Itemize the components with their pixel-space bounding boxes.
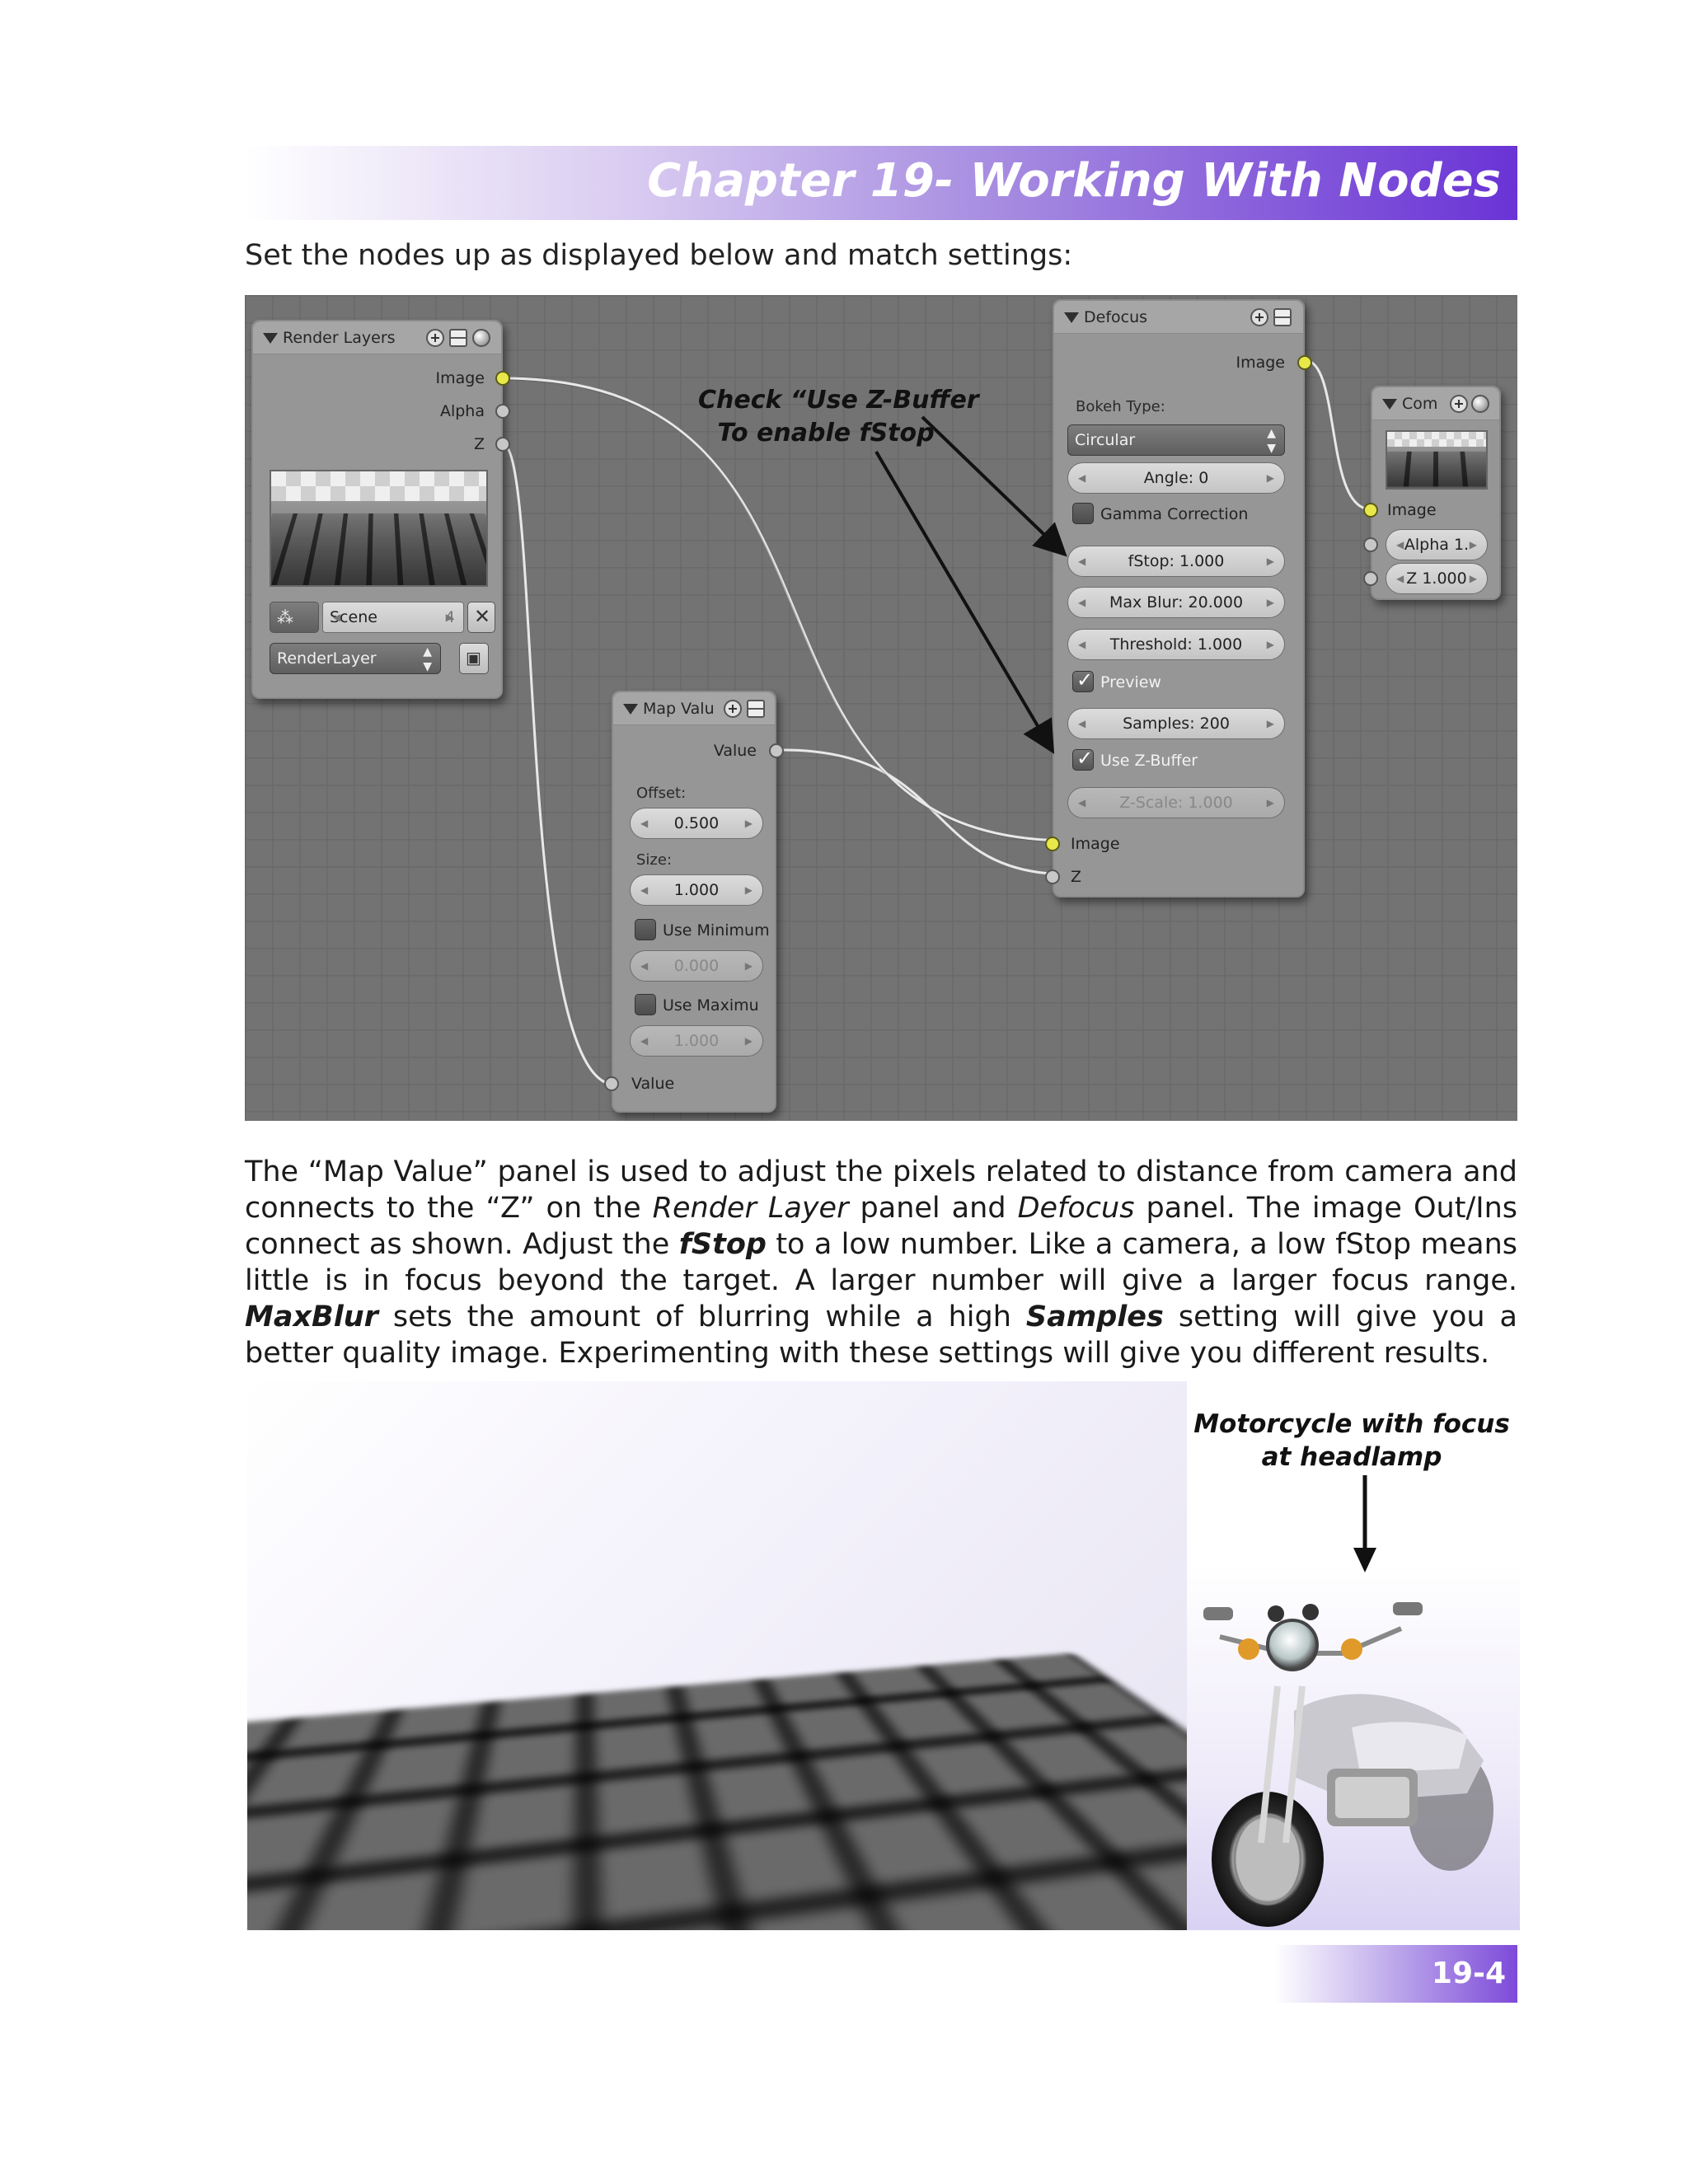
checkbox-box[interactable] — [635, 994, 656, 1015]
wire-value-to-z — [783, 750, 1069, 874]
camera-icon: ▣ — [466, 648, 481, 668]
chapter-header-bar — [245, 146, 1517, 220]
checkbox-box[interactable] — [1072, 503, 1094, 524]
node-editor-screenshot — [245, 295, 1517, 1121]
samples-field[interactable]: ◀ Samples: 200 ▶ — [1067, 708, 1285, 739]
defocus-header[interactable] — [1054, 301, 1303, 334]
bokeh-type-label: Bokeh Type: — [1076, 398, 1165, 415]
annotation-line-1: Check “Use Z-Buffer — [698, 386, 979, 415]
motorcycle-annotation — [1187, 1408, 1517, 1474]
use-z-buffer-label: Use Z-Buffer — [1100, 752, 1198, 770]
page-number: 19-4 — [1431, 1957, 1506, 1990]
layout-icon[interactable] — [1273, 308, 1292, 326]
input-socket-image[interactable] — [1363, 503, 1378, 518]
defocus-render-image — [247, 1381, 1187, 1930]
annotation-line-2: To enable fStop — [717, 419, 935, 448]
output-socket-value[interactable] — [769, 743, 784, 758]
input-label-image: Image — [1071, 835, 1120, 853]
input-socket-image[interactable] — [1045, 837, 1060, 851]
plus-icon[interactable] — [1450, 395, 1468, 413]
chapter-title: Chapter 19- Working With Nodes — [647, 154, 1501, 208]
angle-field[interactable]: ◀ Angle: 0 ▶ — [1067, 462, 1285, 494]
collapse-triangle-icon[interactable] — [1064, 312, 1079, 323]
render-layers-header[interactable] — [253, 321, 501, 354]
moto-annotation-line-2: at headlamp — [1261, 1442, 1442, 1472]
p1-maxblur: MaxBlur — [245, 1301, 378, 1333]
scene-name-field[interactable] — [322, 602, 464, 633]
p1-samples: Samples — [1025, 1301, 1164, 1333]
z-field[interactable]: ◀ Z 1.000 ▶ — [1386, 563, 1488, 594]
output-label-image: Image — [435, 369, 485, 387]
max-blur-field[interactable]: ◀ Max Blur: 20.000 ▶ — [1067, 587, 1285, 618]
motorcycle-arrow — [1348, 1475, 1381, 1574]
composite-node[interactable] — [1371, 386, 1501, 600]
wire-defocus-to-composite — [1305, 360, 1371, 509]
input-label-z: Z — [1071, 868, 1082, 886]
plus-icon[interactable] — [724, 700, 742, 718]
input-label-value: Value — [631, 1075, 675, 1093]
render-button[interactable] — [459, 643, 489, 674]
output-label-z: Z — [473, 435, 485, 453]
output-socket-z[interactable] — [495, 437, 510, 452]
use-minimum-label: Use Minimum — [663, 921, 770, 940]
size-field[interactable]: ◀ 1.000 ▶ — [630, 874, 763, 906]
unlink-scene-button[interactable] — [467, 602, 495, 633]
motorcycle-illustration — [1187, 1563, 1520, 1930]
p1-render-layer: Render Layer — [652, 1192, 849, 1225]
p1-part-c: panel. The image Out/Ins connect as shown. Adjust the — [245, 1192, 1517, 1261]
use-maximum-label: Use Maximu — [663, 996, 759, 1015]
gamma-correction-label: Gamma Correction — [1100, 505, 1249, 523]
p1-defocus: Defocus — [1017, 1192, 1135, 1225]
wire-z-to-mapvalue — [503, 444, 615, 1085]
output-label-alpha: Alpha — [439, 402, 485, 420]
composite-header[interactable] — [1372, 387, 1499, 420]
output-label-value: Value — [713, 742, 757, 760]
output-socket-image[interactable] — [1297, 355, 1312, 370]
render-layer-select[interactable] — [270, 643, 441, 674]
page-number-bar — [1274, 1945, 1517, 2003]
p1-part-e: sets the amount of blurring while a high — [377, 1301, 1026, 1333]
node-title: Defocus — [1084, 308, 1148, 326]
bokeh-type-select[interactable] — [1067, 424, 1285, 456]
collapse-triangle-icon[interactable] — [623, 704, 638, 715]
node-title: Map Valu — [643, 700, 715, 718]
map-value-node[interactable] — [612, 691, 776, 1113]
p1-part-a: The “Map Value” panel is used to adjust the pixels related to distance from camera and connects to the “Z” on the — [245, 1155, 1517, 1225]
sphere-icon[interactable] — [1471, 395, 1489, 413]
close-icon: ✕ — [474, 605, 491, 628]
minimum-field[interactable]: ◀ 0.000 ▶ — [630, 950, 763, 982]
sphere-icon[interactable] — [472, 329, 490, 347]
node-title: Render Layers — [283, 329, 396, 347]
output-label-image: Image — [1236, 354, 1285, 372]
threshold-field[interactable]: ◀ Threshold: 1.000 ▶ — [1067, 629, 1285, 660]
layout-icon[interactable] — [449, 329, 467, 347]
input-socket-z[interactable] — [1045, 869, 1060, 884]
render-preview-image — [270, 470, 488, 587]
intro-text: Set the nodes up as displayed below and match settings: — [245, 239, 1073, 272]
updown-arrows-icon: ▲ ▼ — [423, 645, 432, 673]
p1-fstop: fStop — [678, 1228, 767, 1261]
z-scale-field[interactable]: ◀ Z-Scale: 1.000 ▶ — [1067, 787, 1285, 818]
plus-icon[interactable] — [426, 329, 444, 347]
input-socket-value[interactable] — [604, 1076, 619, 1091]
scene-label: Scene — [330, 608, 377, 626]
scene-icon: ⁂ — [277, 607, 293, 627]
gamma-correction-checkbox[interactable] — [1072, 503, 1248, 526]
defocus-node[interactable] — [1053, 299, 1305, 898]
use-z-buffer-checkbox[interactable] — [1072, 749, 1198, 772]
offset-field[interactable]: ◀ 0.500 ▶ — [630, 808, 763, 839]
output-socket-image[interactable] — [495, 371, 510, 386]
output-socket-alpha[interactable] — [495, 404, 510, 419]
input-label-image: Image — [1387, 501, 1437, 519]
collapse-triangle-icon[interactable] — [263, 333, 278, 344]
plus-icon[interactable] — [1250, 308, 1268, 326]
collapse-triangle-icon[interactable] — [1382, 399, 1397, 410]
input-socket-alpha[interactable] — [1363, 537, 1378, 552]
checkbox-box-checked[interactable] — [1072, 671, 1094, 692]
motorcycle-image — [1187, 1563, 1520, 1930]
preview-label: Preview — [1100, 673, 1161, 691]
bokeh-type-value: Circular — [1075, 431, 1136, 449]
scene-icon-button[interactable] — [270, 602, 319, 633]
input-socket-z[interactable] — [1363, 571, 1378, 586]
use-maximum-checkbox[interactable] — [635, 994, 759, 1017]
p1-part-b: panel and — [848, 1192, 1018, 1225]
scene-user-count: 4 — [444, 608, 455, 626]
render-layers-node[interactable] — [251, 320, 503, 699]
body-paragraph — [245, 1154, 1517, 1371]
z-buffer-annotation — [698, 384, 979, 450]
layout-icon[interactable] — [747, 700, 765, 718]
maximum-field[interactable]: ◀ 1.000 ▶ — [630, 1025, 763, 1057]
fstop-field[interactable]: ◀ fStop: 1.000 ▶ — [1067, 546, 1285, 577]
size-label: Size: — [636, 851, 673, 869]
preview-checkbox[interactable] — [1072, 671, 1161, 694]
composite-preview-image — [1386, 430, 1488, 490]
checkbox-box-checked[interactable] — [1072, 749, 1094, 771]
offset-label: Offset: — [636, 785, 687, 802]
moto-annotation-line-1: Motorcycle with focus — [1193, 1409, 1510, 1439]
p1-part-f: setting will give you a better quality image. Experimenting with these settings will give you different results. — [245, 1301, 1517, 1370]
render-layer-value: RenderLayer — [277, 649, 377, 668]
map-value-header[interactable] — [613, 692, 775, 725]
p1-part-d: to a low number. Like a camera, a low fStop means little is in focus beyond the target. A larger number will give a larger focus range. — [245, 1228, 1518, 1297]
checkbox-box[interactable] — [635, 919, 656, 940]
updown-arrows-icon: ▲ ▼ — [1267, 427, 1276, 455]
node-title: Com — [1402, 395, 1438, 413]
use-minimum-checkbox[interactable] — [635, 919, 770, 942]
alpha-field[interactable]: ◀ Alpha 1. ▶ — [1386, 529, 1488, 560]
